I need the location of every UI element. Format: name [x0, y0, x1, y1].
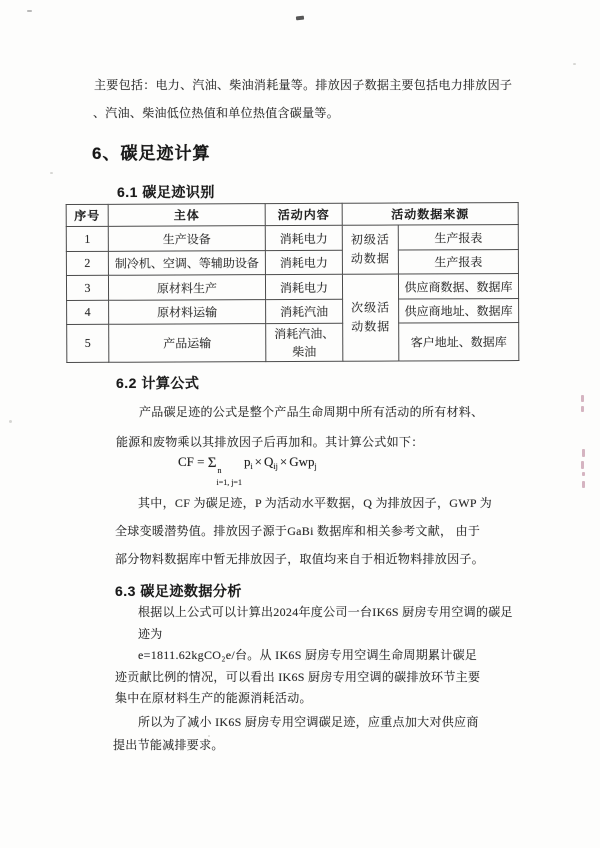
section-6-3-heading: 6.3 碳足迹数据分析	[115, 583, 242, 599]
table-row	[66, 250, 518, 276]
scan-pink-mark	[581, 395, 584, 402]
cell-no: 1	[66, 226, 108, 251]
formula-term-p: p	[243, 454, 251, 469]
formula-term-q-sub: ij	[273, 462, 278, 471]
text-line: 迹贡献比例的情况，可以看出 IK6S 厨房专用空调的碳排放环节主要	[115, 669, 481, 684]
cell-subject: 生产设备	[108, 226, 265, 252]
table-header-no: 序号	[66, 204, 108, 226]
scan-speck	[573, 63, 576, 65]
scan-pink-mark	[582, 449, 585, 457]
cell-source: 生产报表	[398, 225, 518, 251]
table-header-activity: 活动内容	[265, 203, 342, 225]
text-line: 根据以上公式可以计算出2024年度公司一台IK6S 厨房专用空调的碳足	[138, 605, 513, 619]
scan-speck	[50, 172, 53, 174]
multiply-operator: ×	[279, 454, 288, 469]
cell-subject: 原材料运输	[109, 300, 266, 325]
cell-no: 4	[67, 300, 109, 324]
text-line: 全球变暖潜势值。排放因子源于GaBi 数据库和相关参考文献， 由于	[115, 524, 481, 538]
scan-pink-mark	[581, 461, 584, 469]
formula-term-p-sub: i	[250, 462, 253, 471]
cell-data-group-primary: 初级活动数据	[342, 225, 398, 274]
scan-smudge-mark	[27, 10, 32, 12]
cell-subject: 制冷机、空调、等辅助设备	[108, 251, 265, 276]
text-line: 所以为了减小 IK6S 厨房专用空调碳足迹，应重点加大对供应商	[138, 715, 479, 729]
text-line: 能源和废物乘以其排放因子后再加和。其计算公式如下：	[116, 435, 424, 449]
cell-subject: 产品运输	[109, 324, 266, 363]
table-row	[66, 225, 518, 252]
table-row	[67, 323, 519, 363]
formula-intro-paragraph	[116, 397, 483, 457]
text-line: 主要包括：电力、汽油、柴油消耗量等。排放因子数据主要包括电力排放因子	[94, 78, 513, 92]
multiply-operator: ×	[254, 454, 263, 469]
table-row	[66, 274, 518, 301]
formula-lhs: CF =	[178, 454, 205, 469]
sigma-symbol: Σ	[207, 455, 217, 471]
cell-activity: 消耗电力	[265, 225, 342, 250]
cell-activity: 消耗电力	[265, 274, 342, 299]
table-header-subject: 主体	[108, 204, 265, 227]
cell-subject: 原材料生产	[108, 275, 265, 301]
data-analysis-paragraph	[115, 602, 513, 710]
section-6-2-heading: 6.2 计算公式	[116, 375, 200, 391]
cell-source: 供应商地址、数据库	[399, 299, 519, 324]
cell-no: 5	[67, 324, 109, 362]
carbon-footprint-formula	[178, 454, 317, 487]
cell-no: 3	[66, 275, 108, 300]
formula-explanation-paragraph	[115, 489, 492, 573]
scan-pink-mark	[581, 406, 584, 412]
cell-source: 供应商数据、数据库	[398, 274, 518, 300]
cell-activity: 消耗汽油	[266, 299, 343, 323]
conclusion-paragraph	[113, 711, 479, 757]
formula-term-gwp-sub: j	[314, 462, 317, 471]
table-header-source: 活动数据来源	[342, 203, 518, 226]
table-header-row	[66, 203, 518, 227]
scan-speck	[9, 420, 12, 423]
cell-source: 客户地址、数据库	[399, 323, 519, 362]
text-line: e=1811.62kgCO₂e/台。从 IK6S 厨房专用空调生命周期累计碳足	[138, 648, 478, 662]
sigma-upper-limit: n	[217, 466, 222, 475]
carbon-footprint-identification-table	[66, 202, 520, 363]
sigma-lower-limit: i=1, j=1	[216, 478, 242, 487]
text-line: 迹为	[138, 626, 163, 641]
text-line: 其中，CF 为碳足迹，P 为活动水平数据，Q 为排放因子，GWP 为	[138, 496, 492, 510]
scan-smudge-mark	[296, 16, 304, 21]
formula-term-gwp: Gwp	[289, 454, 315, 469]
text-line: 部分物料数据库中暂无排放因子，取值均来自于相近物料排放因子。	[115, 552, 485, 566]
scan-speck	[208, 735, 210, 737]
text-line: 提出节能减排要求。	[113, 738, 224, 752]
text-line: 、汽油、柴油低位热值和单位热值含碳量等。	[93, 106, 340, 120]
intro-paragraph	[94, 71, 512, 127]
cell-activity: 消耗汽油、柴油	[266, 323, 343, 361]
section-6-1-heading: 6.1 碳足迹识别	[117, 184, 215, 200]
cell-no: 2	[66, 251, 108, 275]
formula-term-q: Q	[264, 454, 274, 469]
text-line: 产品碳足迹的公式是整个产品生命周期中所有活动的所有材料、	[139, 405, 484, 419]
chapter-heading: 6、碳足迹计算	[92, 144, 211, 163]
cell-source: 生产报表	[398, 250, 518, 275]
table-row	[67, 299, 519, 325]
scan-pink-mark	[582, 472, 585, 476]
text-line: 集中在原材料生产的能源消耗活动。	[115, 691, 312, 705]
scan-pink-mark	[582, 481, 585, 488]
cell-activity: 消耗电力	[265, 250, 342, 274]
cell-data-group-secondary: 次级活动数据	[342, 274, 398, 361]
